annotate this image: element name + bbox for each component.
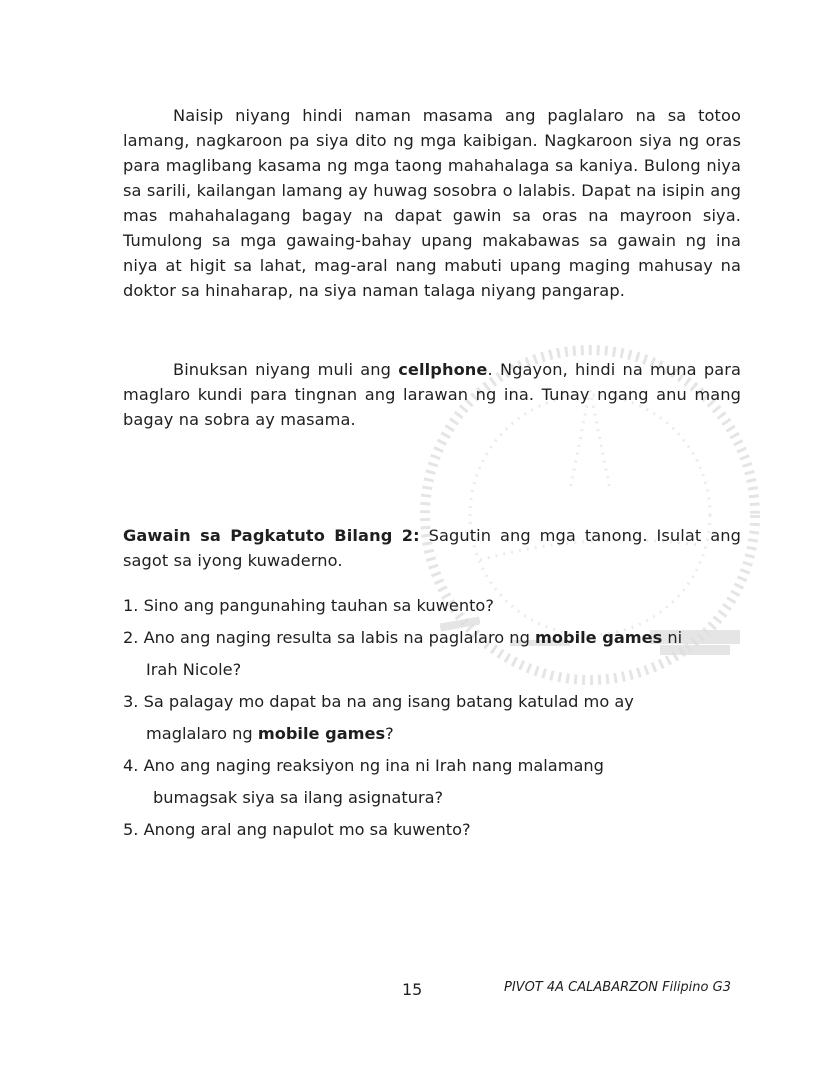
question-2-end: ni xyxy=(662,628,683,647)
question-4 xyxy=(123,750,741,814)
question-3-mark: ? xyxy=(385,724,394,743)
question-2-text: 2. Ano ang naging resulta sa labis na paglalaro ng xyxy=(123,628,535,647)
cellphone-term: cellphone xyxy=(398,360,488,379)
paragraph-2-text-end: . Ngayon, hindi na muna para maglaro kundi para tingnan ang larawan ng ina. Tunay ngang anu mang bagay na sobra ay masama. xyxy=(123,360,741,429)
question-4-text: 4. Ano ang naging reaksiyon ng ina ni Irah nang malamang xyxy=(123,756,604,775)
mobile-games-term: mobile games xyxy=(257,724,386,743)
page-number: 15 xyxy=(402,980,423,999)
question-2-continuation: Irah Nicole? xyxy=(146,660,242,679)
mobile-games-term: mobile games xyxy=(535,628,663,647)
question-5: 5. Anong aral ang napulot mo sa kuwento? xyxy=(123,820,471,839)
task-instruction: Sagutin ang mga tanong. Isulat ang sagot sa iyong kuwaderno. xyxy=(123,526,741,570)
question-list xyxy=(123,590,741,846)
question-3-text: 3. Sa palagay mo dapat ba na ang isang batang katulad mo ay xyxy=(123,692,634,711)
footer-title: PIVOT 4A CALABARZON Filipino G3 xyxy=(504,980,731,995)
question-3-continuation-text: maglalaro ng xyxy=(146,724,258,743)
question-3-continuation xyxy=(123,718,741,750)
question-3 xyxy=(123,686,741,750)
task-block xyxy=(123,523,741,573)
question-1: 1. Sino ang pangunahing tauhan sa kuwento? xyxy=(123,596,494,615)
paragraph-2-text-start: Binuksan niyang muli ang xyxy=(173,360,399,379)
question-4-continuation: bumagsak siya sa ilang asignatura? xyxy=(153,788,444,807)
task-heading: Gawain sa Pagkatuto Bilang 2: xyxy=(123,526,420,545)
story-paragraph-1: Naisip niyang hindi naman masama ang paglalaro na sa totoo lamang, nagkaroon pa siya dito ng mga kaibigan. Nagkaroon siya ng oras para maglibang kasama ng mga taong mahahalaga sa kaniya. Bulong niya sa sarili, kailangan lamang ay huwag sosobra o lalabis. Dapat na isipin ang mas mahahalagang bagay na dapat gawin sa oras na mayroon siya. Tumulong sa mga gawaing-bahay upang makabawas sa gawain ng ina niya at higit sa lahat, mag-aral nang mabuti upang maging mahusay na doktor sa hinaharap, na siya naman talaga niyang pangarap. xyxy=(123,106,741,300)
story-paragraph-2 xyxy=(123,357,741,432)
question-2 xyxy=(123,622,741,686)
